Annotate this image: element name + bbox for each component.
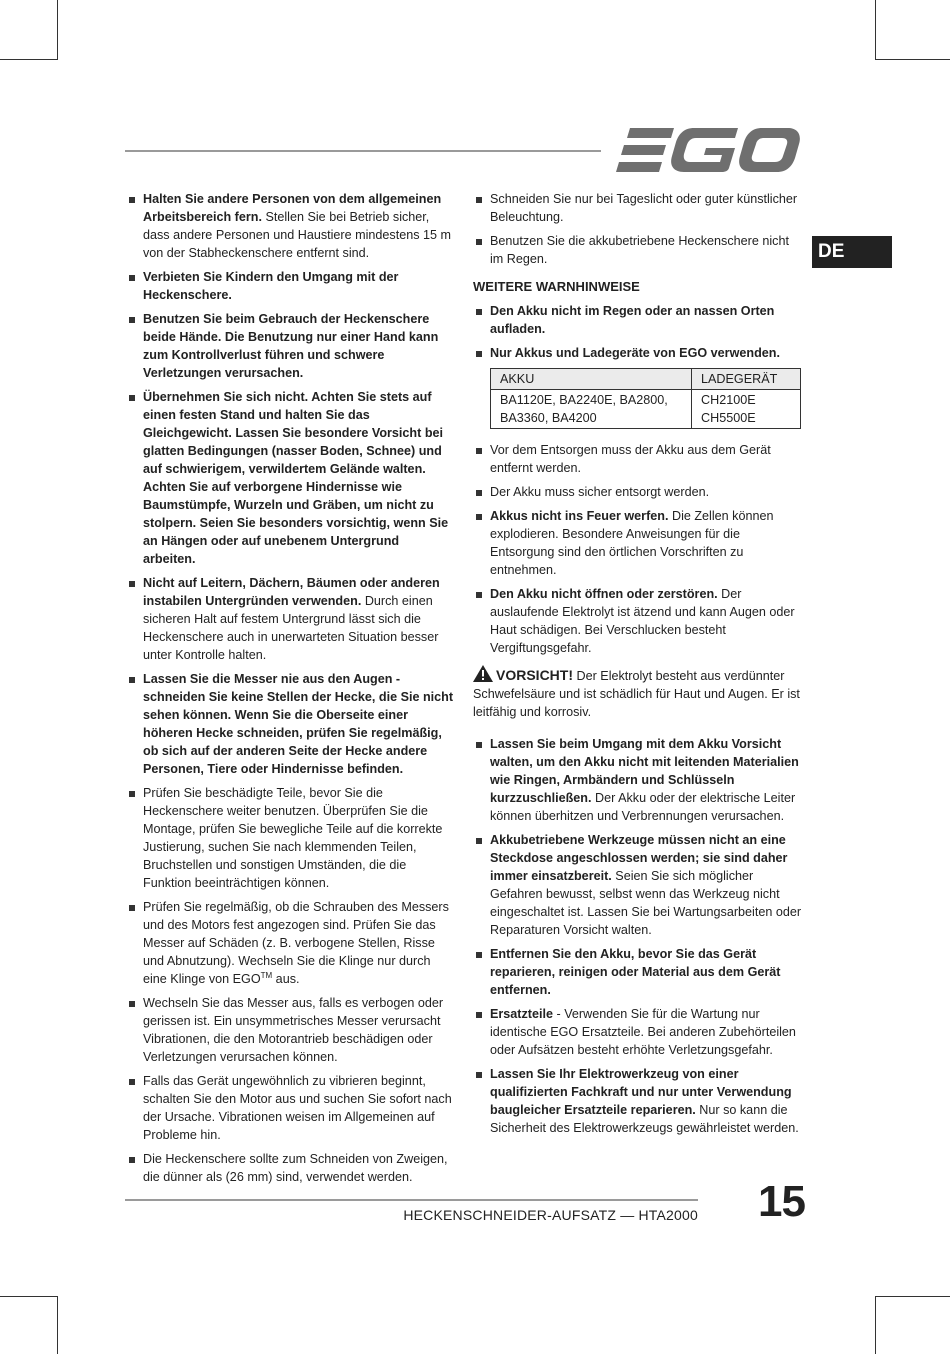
list-item: Nicht auf Leitern, Dächern, Bäumen oder anderen instabilen Untergründen verwenden. Durch einen sicheren Halt auf festem Untergrund lässt sich die Heckenschere auch in unerwarteten Situation besser unter Kontrolle halten. <box>126 574 454 664</box>
list-item: Der Akku muss sicher entsorgt werden. <box>473 483 805 501</box>
list-item: Benutzen Sie beim Gebrauch der Heckenschere beide Hände. Die Benutzung nur einer Hand kann zum Kontrollverlust führen und schwere Verletzungen verursachen. <box>126 310 454 382</box>
right-column <box>473 190 805 1143</box>
list-item: Den Akku nicht im Regen oder an nassen Orten aufladen. <box>473 302 805 338</box>
crop-mark <box>875 0 876 60</box>
list-item: Akkus nicht ins Feuer werfen. Die Zellen können explodieren. Besondere Anweisungen für die Entsorgung sind den örtlichen Vorschriften zu entnehmen. <box>473 507 805 579</box>
table-cell: BA1120E, BA2240E, BA2800, BA3360, BA4200 <box>491 390 692 429</box>
caution-text: Der Elektrolyt besteht aus verdünnter Schwefelsäure und ist schädlich für Haut und Augen. Er ist leitfähig und korrosiv. <box>473 669 800 719</box>
section-heading: WEITERE WARNHINWEISE <box>473 279 640 294</box>
list-item: Lassen Sie Ihr Elektrowerkzeug von einer qualifizierten Fachkraft und nur unter Verwendung baugleicher Ersatzteile reparieren. Nur so kann die Sicherheit des Elektrowerkzeugs gewährleistet werden. <box>473 1065 805 1137</box>
list-item: Prüfen Sie beschädigte Teile, bevor Sie die Heckenschere weiter benutzen. Überprüfen Sie die Montage, prüfen Sie bewegliche Teile auf die korrekte Justierung, suchen Sie nach klemmenden Teilen, Bruchstellen und sonstigen Umständen, die die Funktion beeinträchtigen können. <box>126 784 454 892</box>
header-rule <box>125 150 601 152</box>
crop-mark <box>57 1296 58 1354</box>
left-bullet-list <box>126 190 454 1186</box>
warning-list <box>473 302 805 362</box>
list-item: Vor dem Entsorgen muss der Akku aus dem Gerät entfernt werden. <box>473 441 805 477</box>
footer-title: HECKENSCHNEIDER-AUFSATZ — HTA2000 <box>403 1207 698 1223</box>
crop-mark <box>57 0 58 60</box>
table-cell: CH2100E CH5500E <box>692 390 801 429</box>
footer-rule <box>125 1199 698 1201</box>
list-item: Prüfen Sie regelmäßig, ob die Schrauben des Messers und des Motors fest angezogen sind. Prüfen Sie das Messer auf Schäden (z. B. verbogene Stellen, Risse und Abnutzung). Wechseln Sie die Klinge nur durch eine Klinge von EGO™ aus. <box>126 898 454 988</box>
list-item: Nur Akkus und Ladegeräte von EGO verwenden. <box>473 344 805 362</box>
list-item: Falls das Gerät ungewöhnlich zu vibrieren beginnt, schalten Sie den Motor aus und suchen Sie sofort nach der Ursache. Vibrationen weisen im Allgemeinen auf Probleme hin. <box>126 1072 454 1144</box>
ego-logo <box>616 128 800 172</box>
battery-charger-table <box>490 368 801 429</box>
page-number: 15 <box>758 1177 805 1226</box>
table-header-row <box>491 369 801 390</box>
crop-mark <box>875 1296 950 1297</box>
crop-mark <box>875 1296 876 1354</box>
list-item: Halten Sie andere Personen von dem allgemeinen Arbeitsbereich fern. Stellen Sie bei Betrieb sicher, dass andere Personen und Haustiere mindestens 15 m von der Stabheckenschere entfernt sind. <box>126 190 454 262</box>
table-header-cell: LADEGERÄT <box>692 369 801 390</box>
list-item: Benutzen Sie die akkubetriebene Heckenschere nicht im Regen. <box>473 232 805 268</box>
caution-label: VORSICHT! <box>496 667 573 683</box>
list-item: Lassen Sie beim Umgang mit dem Akku Vorsicht walten, um den Akku nicht mit leitenden Materialien wie Ringen, Armbändern und Schlüsseln kurzzuschließen. Der Akku oder der elektrische Leiter können überhitzen und Verbrennungen verursachen. <box>473 735 805 825</box>
crop-mark <box>0 59 57 60</box>
disposal-list <box>473 441 805 657</box>
table-row <box>491 390 801 429</box>
list-item: Verbieten Sie Kindern den Umgang mit der Heckenschere. <box>126 268 454 304</box>
list-item: Wechseln Sie das Messer aus, falls es verbogen oder gerissen ist. Ein unsymmetrisches Messer verursacht Vibrationen, die den Motorantrieb beschädigen oder Verletzungen verursachen können. <box>126 994 454 1066</box>
list-item: Die Heckenschere sollte zum Schneiden von Zweigen, die dünner als (26 mm) sind, verwendet werden. <box>126 1150 454 1186</box>
caution-note <box>473 665 805 721</box>
list-item: Schneiden Sie nur bei Tageslicht oder guter künstlicher Beleuchtung. <box>473 190 805 226</box>
right-top-list <box>473 190 805 268</box>
list-item: Den Akku nicht öffnen oder zerstören. Der auslaufende Elektrolyt ist ätzend und kann Augen oder Haut schädigen. Bei Verschlucken besteht Vergiftungsgefahr. <box>473 585 805 657</box>
list-item: Übernehmen Sie sich nicht. Achten Sie stets auf einen festen Stand und halten Sie das Gleichgewicht. Lassen Sie besondere Vorsicht bei glatten Bedingungen (nasser Boden, Schnee) und auf schwierigem, verwildertem Gelände walten. Achten Sie auf verborgene Hindernisse wie Baumstümpfe, Wurzeln und Gräben, um nicht zu stolpern. Seien Sie besonders vorsichtig, wenn Sie an Hängen oder auf unebenem Untergrund arbeiten. <box>126 388 454 568</box>
list-item: Entfernen Sie den Akku, bevor Sie das Gerät reparieren, reinigen oder Material aus dem Gerät entfernen. <box>473 945 805 999</box>
handling-list <box>473 735 805 1137</box>
trademark-sup: TM <box>260 970 273 980</box>
warning-triangle-icon <box>473 665 493 682</box>
language-tab: DE <box>812 236 892 268</box>
list-item: Akkubetriebene Werkzeuge müssen nicht an eine Steckdose angeschlossen werden; sie sind daher immer einsatzbereit. Seien Sie sich möglicher Gefahren bewusst, selbst wenn das Werkzeug nicht eingeschaltet ist. Lassen Sie bei Wartungsarbeiten oder Reparaturen Vorsicht walten. <box>473 831 805 939</box>
crop-mark <box>875 59 950 60</box>
list-item: Lassen Sie die Messer nie aus den Augen - schneiden Sie keine Stellen der Hecke, die Sie nicht sehen können. Wenn Sie die Oberseite einer höheren Hecke schneiden, prüfen Sie regelmäßig, ob sich auf der anderen Seite der Hecke andere Personen, Tiere oder Hindernisse befinden. <box>126 670 454 778</box>
crop-mark <box>0 1296 57 1297</box>
table-header-cell: AKKU <box>491 369 692 390</box>
list-item: Ersatzteile - Verwenden Sie für die Wartung nur identische EGO Ersatzteile. Bei anderen Zubehörteilen oder Aufsätzen besteht erhöhte Verletzungsgefahr. <box>473 1005 805 1059</box>
left-column <box>126 190 454 1192</box>
